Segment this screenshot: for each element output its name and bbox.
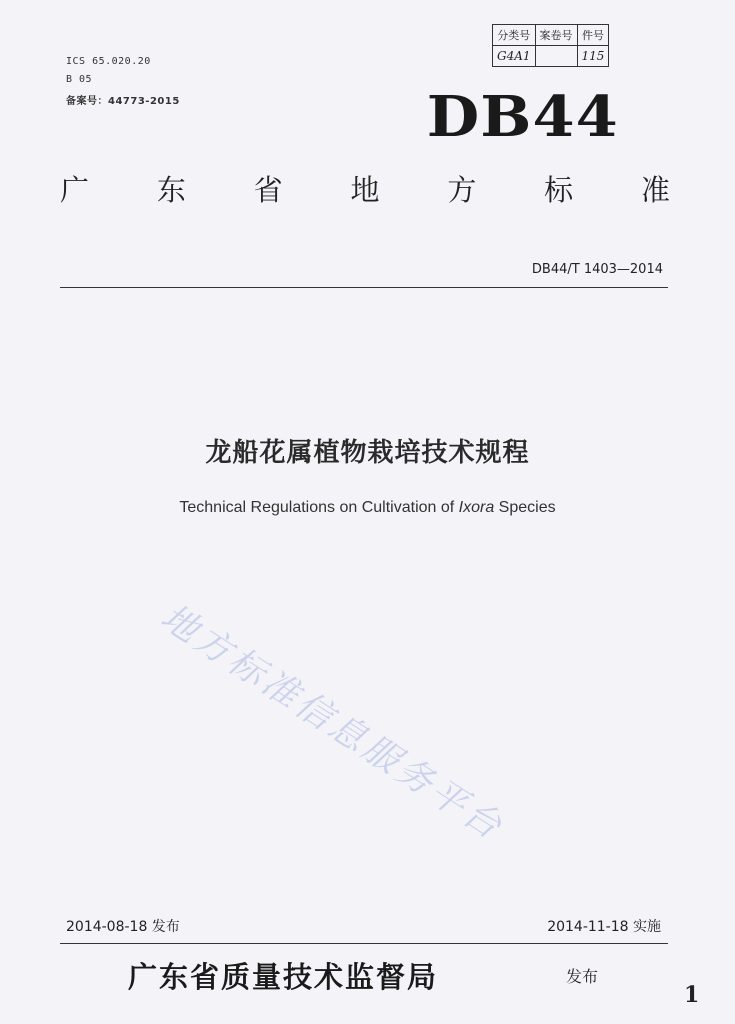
stamp-header-item: 件号 [577,25,609,46]
standard-type-char: 准 [640,173,670,207]
standard-type-char: 方 [447,173,477,207]
standard-type [60,168,670,209]
stamp-value-category: G4A1 [493,46,536,67]
standard-type-char: 地 [350,173,380,207]
title-english [0,499,735,517]
ics-code: ICS 65.020.20 [66,56,151,67]
standard-type-char: 广 [60,173,90,207]
title-chinese: 龙船花属植物栽培技术规程 [205,438,530,468]
implement-date: 2014-11-18 实施 [547,919,661,935]
stamp-value-file [535,46,577,67]
title-english-part: Species [494,499,556,516]
stamp-header-file: 案卷号 [535,25,577,46]
stamp-value-item: 115 [577,46,609,67]
record-number: 备案号：44773-2015 [66,96,180,107]
watermark: 地方标准信息服务平台 [153,596,512,849]
page-number: 1 [684,982,700,1008]
standard-type-char: 省 [253,173,283,207]
footer-divider [60,943,668,944]
standard-type-char: 东 [156,173,186,207]
title-english-genus: Ixora [458,499,495,516]
issue-label: 发布 [566,967,599,986]
header-divider [60,287,668,288]
stamp-header-category: 分类号 [493,25,536,46]
title-english-part: Technical Regulations on Cultivation of [179,499,459,516]
db-logo: DB44 [426,84,619,150]
standard-type-char: 标 [544,173,574,207]
issuing-authority: 广东省质量技术监督局 [128,960,439,994]
ccs-code: B 05 [66,74,93,85]
publish-date: 2014-08-18 发布 [66,919,180,935]
standard-number: DB44/T 1403—2014 [531,262,663,277]
archive-stamp [492,24,609,67]
